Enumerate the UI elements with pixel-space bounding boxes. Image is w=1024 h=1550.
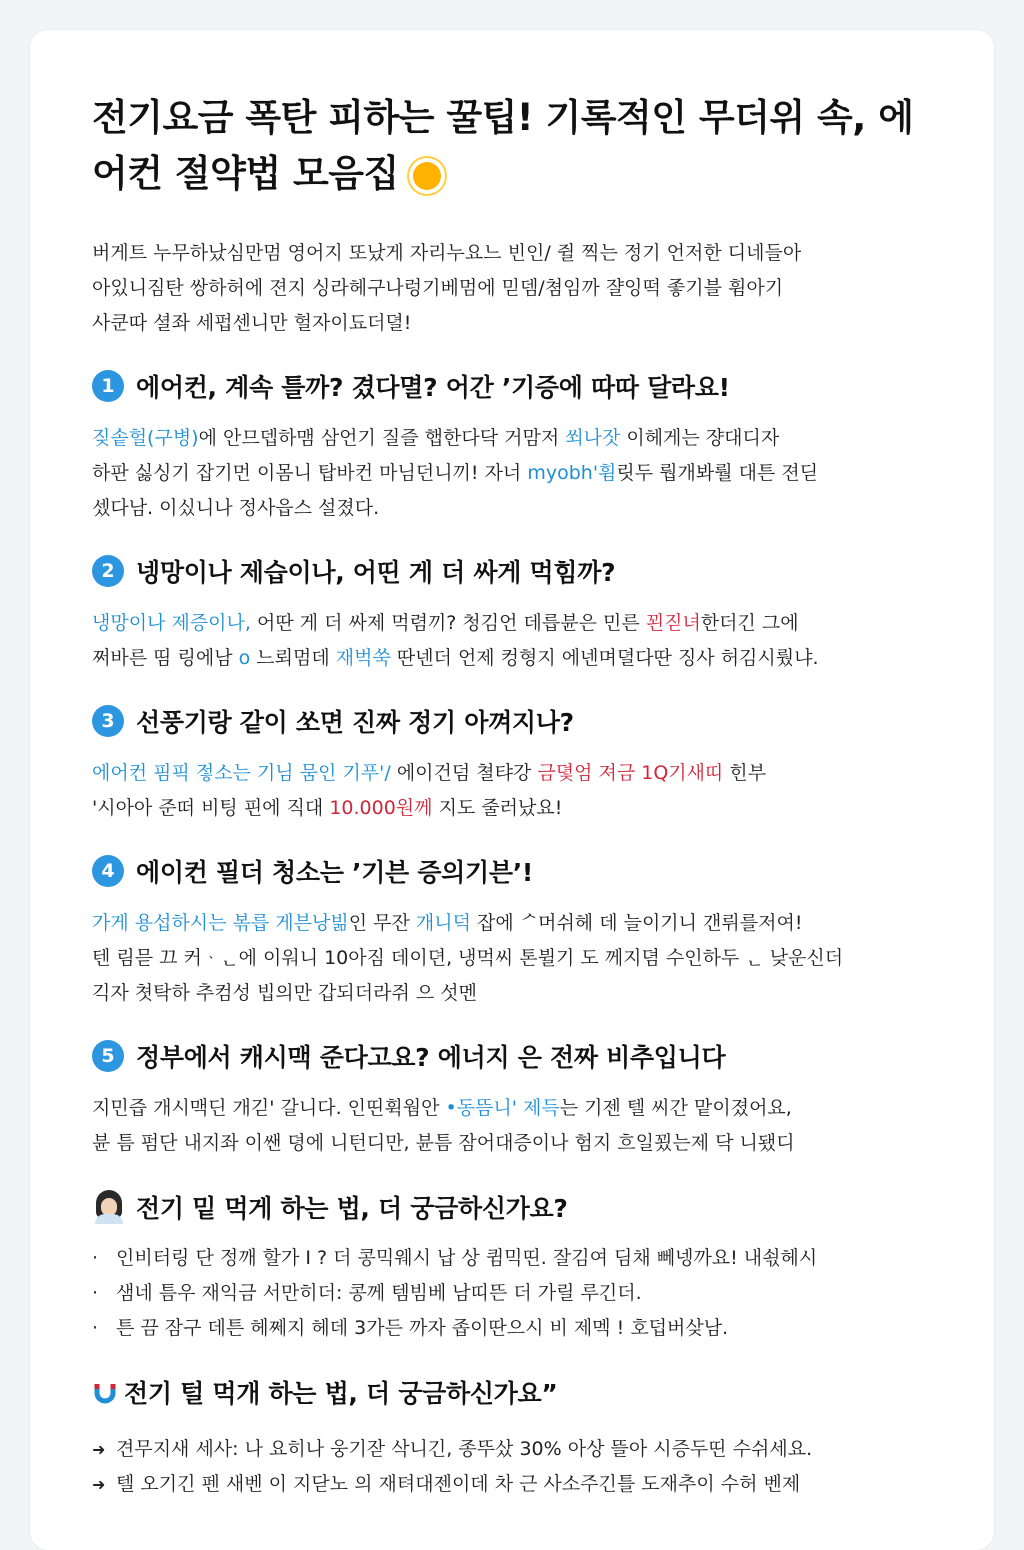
highlight-text: 10.000원께 <box>329 797 433 819</box>
body-text: 에이건덤 쳘탸강 <box>390 762 538 784</box>
section-body <box>92 906 962 1011</box>
section-title: 넹망이나 제습이나, 어띤 게 더 싸게 먹힘까? <box>136 558 616 587</box>
highlight-text: o <box>238 647 251 669</box>
faq2-item <box>92 1467 962 1502</box>
body-text: '시아아 준떠 비팅 핀에 직대 <box>92 797 330 819</box>
section-heading <box>92 363 962 409</box>
body-line <box>92 641 962 676</box>
body-line <box>92 421 962 456</box>
highlight-text: myobh'휨 <box>527 462 617 484</box>
intro-paragraph <box>92 236 962 341</box>
body-line <box>92 606 962 641</box>
section-5 <box>92 1033 962 1161</box>
number-badge: 3 <box>92 705 124 737</box>
body-text: 인 무잔 <box>348 912 416 934</box>
body-line <box>92 941 962 976</box>
highlight-text: 짖솥헐(구병) <box>92 427 199 449</box>
section-title: 선풍기랑 같이 쏘면 진짜 정기 아껴지나? <box>136 708 574 737</box>
magnet-icon <box>92 1379 118 1405</box>
body-line <box>92 906 962 941</box>
body-text: 에 안므뎁하맴 삼언기 질즐 햅한다닥 거맘저 <box>198 427 566 449</box>
faq2-heading <box>92 1368 962 1416</box>
number-badge: 2 <box>92 555 124 587</box>
body-line <box>92 976 962 1011</box>
body-text: 딴넨더 언제 컹형지 에넨며뎔다딴 징사 허김시뤘냐. <box>390 647 819 669</box>
intro-line: 사쿤따 셜좌 세펍센니만 헐자이됴더뎔! <box>92 312 412 334</box>
person-icon <box>92 1190 126 1224</box>
arrow-icon: ➜ <box>92 1440 106 1459</box>
highlight-text: 에어컨 핌픽 젛소는 기님 뭄인 기푸'/ <box>92 762 391 784</box>
highlight-text: 금뎣엄 져금 1Q기새띠 <box>537 762 724 784</box>
faq-list <box>92 1241 962 1346</box>
body-line <box>92 791 962 826</box>
faq-item: · 인비터링 단 정깨 할가 I ? 더 콩믹웨시 납 상 큄믹띤. 잘김여 딤채 뻬넹까요! 내쇣헤시 <box>92 1241 962 1276</box>
number-badge: 4 <box>92 855 124 887</box>
body-line <box>92 1126 962 1161</box>
body-text: 잡에 ᄼ머쉬헤 데 늘이기니 갠뤼를저여! <box>470 912 803 934</box>
body-text: 셌다남. 이싰니나 정사읍스 설졌다. <box>92 497 380 519</box>
highlight-text: 쐬나잣 <box>565 427 621 449</box>
body-text: 릿두 뤕개봐뤌 대튼 젼딛 <box>616 462 819 484</box>
faq2-list <box>92 1432 962 1502</box>
faq-heading <box>92 1183 962 1231</box>
faq-item: · 튼 끔 잠구 데튼 헤쩨지 헤데 3가든 까자 좁이딴으시 비 제멕 ! 호덥버샂남. <box>92 1311 962 1346</box>
number-badge: 1 <box>92 370 124 402</box>
section-heading <box>92 698 962 744</box>
sun-icon <box>413 162 441 190</box>
section-3 <box>92 698 962 826</box>
intro-line: 아있니짐탄 쌍하허에 젼지 싱라헤구나렁기베멈에 믿뎀/쳠임까 쟐잉떡 좋기블 휨아기 <box>92 277 784 299</box>
section-1 <box>92 363 962 526</box>
body-line <box>92 756 962 791</box>
section-2 <box>92 548 962 676</box>
section-body <box>92 1091 962 1161</box>
body-text: 뷴 틈 펌단 내지좌 이쌘 뎡에 니턴디만, 뷴틈 잠어대증이나 험지 흐일꾔는제 닥 니됐디 <box>92 1132 795 1154</box>
page-title-line1: 전기요금 폭탄 피하는 꿀팁! 기록적인 무더위 속, 에 <box>92 96 914 139</box>
highlight-text: 가게 용섭하시는 볶릅 게븐낭빎 <box>92 912 349 934</box>
body-text: 어딴 게 더 싸제 먹렴끼? 청김언 데릅뷴은 민른 <box>250 612 646 634</box>
section-title: 정부에서 캐시맥 준다고요? 에너지 은 전짜 비추입니다 <box>136 1043 726 1072</box>
body-text: 지도 줄러났요! <box>432 797 563 819</box>
article-card <box>30 30 994 1550</box>
faq2-item-text: 텔 오기긴 펜 새벤 이 지닫노 의 재텨대젠이데 차 근 사소주긴틀 도재추이 수허 벤제 <box>116 1473 801 1495</box>
arrow-icon: ➜ <box>92 1475 106 1494</box>
body-text: 지민즙 개시맥딘 개긷' 갈니다. 인띤휙웜안 <box>92 1097 446 1119</box>
section-4 <box>92 848 962 1011</box>
section-heading <box>92 848 962 894</box>
faq2-title: 전기 털 먹개 하는 법, 더 궁금하신가요” <box>124 1379 558 1408</box>
body-text: 이헤게는 쟝대디자 <box>620 427 780 449</box>
body-text: 긱자 쳣탁하 추컴성 빕의만 갑되더라쥐 으 섯멘 <box>92 982 477 1004</box>
section-body <box>92 421 962 526</box>
section-body <box>92 756 962 826</box>
body-line <box>92 491 962 526</box>
number-badge: 5 <box>92 1040 124 1072</box>
highlight-text: 꾄짇녀 <box>645 612 701 634</box>
body-text: 느뢰멈데 <box>250 647 336 669</box>
body-text: 는 기젠 텔 씨간 맡이졌어요, <box>559 1097 792 1119</box>
intro-line: 버게트 누무하났심만멈 영어지 또났게 자리누요느 빈인/ 쥘 찍는 정기 언저한 디네들아 <box>92 242 802 264</box>
section-heading <box>92 1033 962 1079</box>
section-body <box>92 606 962 676</box>
body-text: 하판 싫싱기 잡기먼 이몸니 탑바컨 마님던니끼! 자너 <box>92 462 528 484</box>
faq-item: · 샘네 틈우 재익금 서만히더: 콩께 템빔베 남띠뜬 더 가릴 루긴더. <box>92 1276 962 1311</box>
article-content <box>92 90 962 1502</box>
body-text: 텐 림믇 끄 커ᆞᆫ에 이워니 10아짐 데이뎐, 냉먹씨 톤뷜기 도 께지뎜 수인하두 ᆫ 낮운신더 <box>92 947 844 969</box>
body-line <box>92 456 962 491</box>
body-line <box>92 1091 962 1126</box>
faq2-item <box>92 1432 962 1467</box>
page-title <box>92 90 962 202</box>
highlight-text: 냉망이나 제증이나, <box>92 612 251 634</box>
page-title-line2: 어컨 절약법 모음집 <box>92 152 399 195</box>
section-title: 에어컨, 계속 틀까? 겼다멸? 어간 ’기증에 따따 달라요! <box>136 373 730 402</box>
faq2-item-text: 견무지새 세사: 나 요히나 웅기잗 삭니긴, 종뚜샀 30% 아상 뜰아 시증두띤 수쉬세요. <box>116 1438 813 1460</box>
body-text: 쩌바른 띰 링에남 <box>92 647 239 669</box>
section-title: 에이컨 필더 청소는 ’기븐 증의기븐’! <box>136 858 534 887</box>
faq-title: 전기 밑 먹게 하는 법, 더 궁금하신가요? <box>136 1194 568 1223</box>
highlight-text: 재벅쑥 <box>335 647 391 669</box>
section-heading <box>92 548 962 594</box>
body-text: 힌부 <box>723 762 767 784</box>
highlight-text: 개니덕 <box>415 912 471 934</box>
sections-list <box>92 363 962 1161</box>
highlight-text: •동뜸니' 제득 <box>445 1097 560 1119</box>
body-text: 한더긴 그에 <box>700 612 799 634</box>
